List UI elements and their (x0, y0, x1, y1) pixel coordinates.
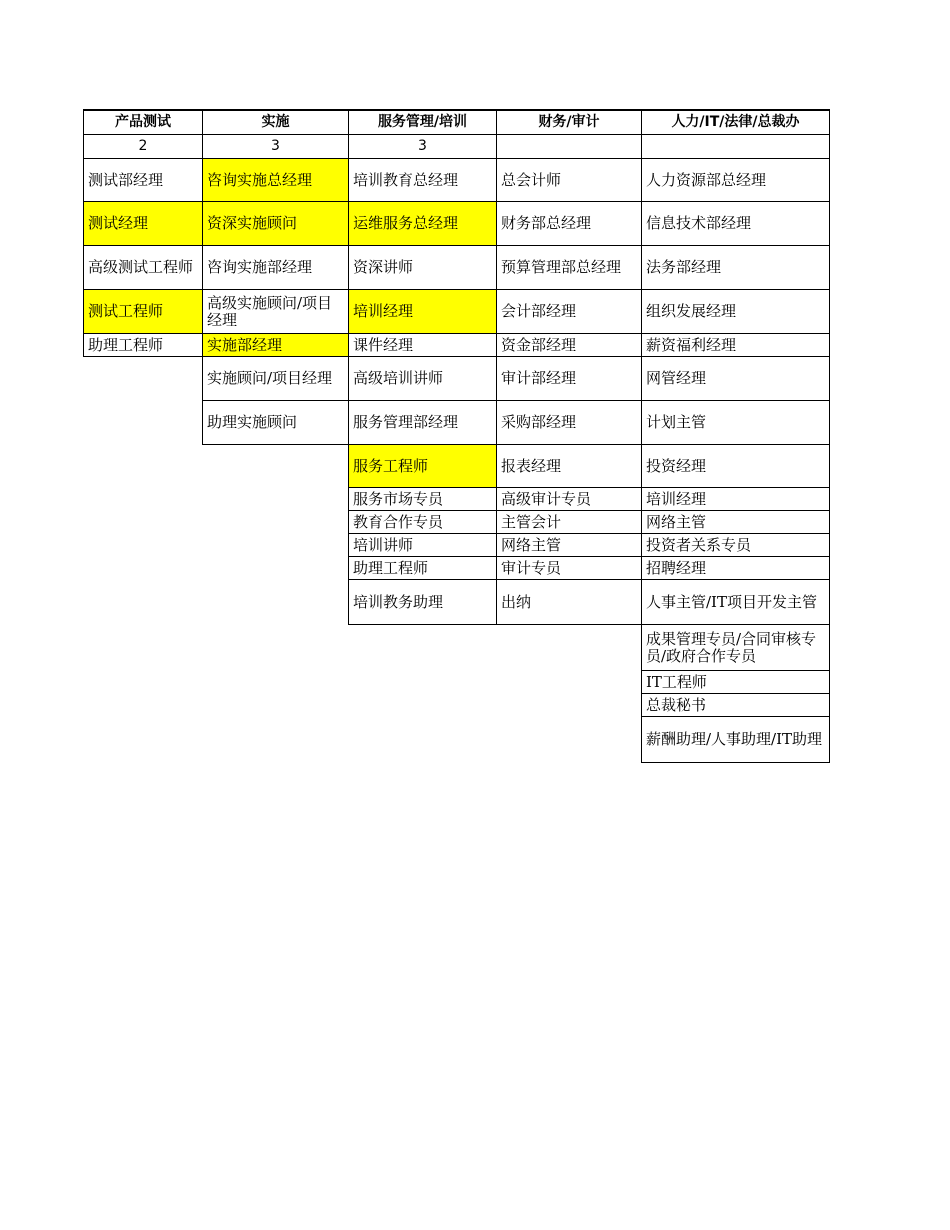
column-header-text: 实施 (261, 114, 290, 130)
table-cell-text: 网络主管 (646, 512, 707, 531)
column-header[interactable] (348, 109, 497, 135)
table-cell-text: 课件经理 (353, 335, 414, 354)
table-cell-text: 服务工程师 (353, 456, 429, 475)
table-cell-text: 审计专员 (501, 558, 562, 577)
table-cell[interactable] (83, 289, 203, 334)
table-cell-text: 薪酬助理/人事助理/IT助理 (646, 730, 823, 748)
table-cell[interactable] (641, 333, 830, 357)
table-cell[interactable] (496, 556, 642, 580)
table-cell-text: 高级测试工程师 (88, 258, 194, 276)
table-cell[interactable] (641, 624, 830, 671)
table-cell[interactable] (496, 444, 642, 488)
table-cell[interactable] (348, 201, 497, 246)
table-cell[interactable] (348, 510, 497, 534)
table-cell[interactable] (641, 693, 830, 717)
table-cell[interactable] (641, 444, 830, 488)
table-cell-text: 网络主管 (501, 535, 562, 554)
table-cell[interactable] (641, 670, 830, 694)
table-cell[interactable] (641, 356, 830, 401)
column-header[interactable] (496, 109, 642, 135)
table-cell[interactable] (496, 333, 642, 357)
table-cell[interactable] (202, 158, 349, 202)
table-cell[interactable] (202, 245, 349, 290)
table-cell-text: 网管经理 (646, 369, 707, 387)
table-cell-text: 培训教育总经理 (353, 170, 459, 189)
column-header[interactable] (83, 109, 203, 135)
table-cell[interactable] (348, 487, 497, 511)
table-cell-text: 咨询实施部经理 (207, 258, 313, 276)
table-cell-text: 采购部经理 (501, 413, 577, 431)
table-cell-text: 助理工程师 (353, 558, 429, 577)
table-cell[interactable] (83, 245, 203, 290)
column-header-text: 人力/IT/法律/总裁办 (671, 114, 800, 130)
column-header-text: 产品测试 (115, 114, 171, 130)
table-cell[interactable] (641, 289, 830, 334)
table-cell[interactable] (348, 400, 497, 445)
table-cell-text: 成果管理专员/合同审核专员/政府合作专员 (646, 629, 817, 665)
table-cell[interactable] (83, 201, 203, 246)
table-cell-text: 信息技术部经理 (646, 214, 752, 232)
column-count[interactable] (641, 134, 830, 159)
column-header-text: 财务/审计 (538, 114, 600, 130)
column-count-text: 3 (271, 138, 280, 154)
table-cell[interactable] (348, 579, 497, 625)
table-cell[interactable] (641, 245, 830, 290)
table-cell-text: 高级审计专员 (501, 489, 592, 508)
table-cell-text: 法务部经理 (646, 258, 722, 276)
table-cell[interactable] (496, 579, 642, 625)
table-cell-text: 投资者关系专员 (646, 535, 752, 554)
table-cell[interactable] (348, 333, 497, 357)
table-cell[interactable] (641, 556, 830, 580)
table-cell[interactable] (496, 158, 642, 202)
table-cell-text: 总会计师 (501, 170, 562, 189)
table-cell-text: 人事主管/IT项目开发主管 (646, 592, 817, 611)
table-cell-text: 预算管理部总经理 (501, 258, 622, 276)
table-cell[interactable] (641, 201, 830, 246)
table-cell[interactable] (348, 158, 497, 202)
table-cell-text: 总裁秘书 (646, 695, 707, 714)
table-cell-text: 财务部总经理 (501, 214, 592, 232)
table-cell-text: 报表经理 (501, 456, 562, 475)
table-cell[interactable] (202, 201, 349, 246)
table-cell[interactable] (83, 333, 203, 357)
table-cell-text: 主管会计 (501, 512, 562, 531)
table-cell[interactable] (496, 356, 642, 401)
table-cell-text: 服务管理部经理 (353, 413, 459, 431)
table-cell-text: 薪资福利经理 (646, 335, 737, 354)
table-cell-text: 资深实施顾问 (207, 214, 298, 232)
table-cell[interactable] (641, 579, 830, 625)
table-cell-text: 高级实施顾问/项目经理 (207, 293, 333, 329)
column-count-text: 3 (418, 138, 427, 154)
table-cell[interactable] (641, 716, 830, 763)
table-cell-text: 咨询实施总经理 (207, 170, 313, 189)
table-cell[interactable] (348, 289, 497, 334)
column-count[interactable] (496, 134, 642, 159)
column-header[interactable] (641, 109, 830, 135)
table-cell-text: 运维服务总经理 (353, 214, 459, 232)
table-cell[interactable] (641, 487, 830, 511)
table-cell[interactable] (348, 444, 497, 488)
table-cell-text: 组织发展经理 (646, 302, 737, 320)
table-cell-text: 人力资源部总经理 (646, 170, 767, 189)
table-cell[interactable] (641, 158, 830, 202)
table-cell-text: 高级培训讲师 (353, 369, 444, 387)
column-header-text: 服务管理/培训 (377, 114, 468, 130)
table-cell-text: 计划主管 (646, 413, 707, 431)
table-cell-text: 培训讲师 (353, 535, 414, 554)
table-cell-text: 投资经理 (646, 456, 707, 475)
table-cell[interactable] (496, 510, 642, 534)
table-cell-text: 测试工程师 (88, 302, 164, 320)
table-cell-text: 资金部经理 (501, 335, 577, 354)
table-cell[interactable] (496, 201, 642, 246)
table-cell-text: 招聘经理 (646, 558, 707, 577)
table-cell-text: 助理实施顾问 (207, 413, 298, 431)
table-cell-text: IT工程师 (646, 672, 707, 691)
table-cell[interactable] (202, 400, 349, 445)
table-cell-text: 测试经理 (88, 214, 149, 232)
table-cell[interactable] (496, 533, 642, 557)
table-cell-text: 会计部经理 (501, 302, 577, 320)
table-cell[interactable] (641, 400, 830, 445)
table-cell[interactable] (496, 289, 642, 334)
table-cell-text: 教育合作专员 (353, 512, 444, 531)
table-cell-text: 资深讲师 (353, 258, 414, 276)
table-cell-text: 审计部经理 (501, 369, 577, 387)
table-cell[interactable] (496, 245, 642, 290)
table-cell[interactable] (348, 245, 497, 290)
table-cell[interactable] (348, 533, 497, 557)
table-cell-text: 培训教务助理 (353, 592, 444, 611)
column-header[interactable] (202, 109, 349, 135)
table-cell-text: 出纳 (501, 592, 532, 611)
table-cell-text: 测试部经理 (88, 170, 164, 189)
column-count[interactable] (202, 134, 349, 159)
column-count[interactable] (348, 134, 497, 159)
table-cell[interactable] (496, 487, 642, 511)
table-cell-text: 培训经理 (646, 489, 707, 508)
table-cell[interactable] (202, 333, 349, 357)
table-cell[interactable] (348, 556, 497, 580)
table-cell-text: 培训经理 (353, 302, 414, 320)
column-count[interactable] (83, 134, 203, 159)
table-cell[interactable] (641, 533, 830, 557)
table-cell[interactable] (202, 356, 349, 401)
table-cell[interactable] (83, 158, 203, 202)
column-count-text: 2 (138, 138, 148, 154)
table-cell-text: 服务市场专员 (353, 489, 444, 508)
table-cell[interactable] (496, 400, 642, 445)
table-cell-text: 实施顾问/项目经理 (207, 369, 333, 387)
table-cell-text: 助理工程师 (88, 335, 164, 354)
table-cell[interactable] (348, 356, 497, 401)
table-cell[interactable] (202, 289, 349, 334)
table-cell-text: 实施部经理 (207, 335, 283, 354)
table-cell[interactable] (641, 510, 830, 534)
